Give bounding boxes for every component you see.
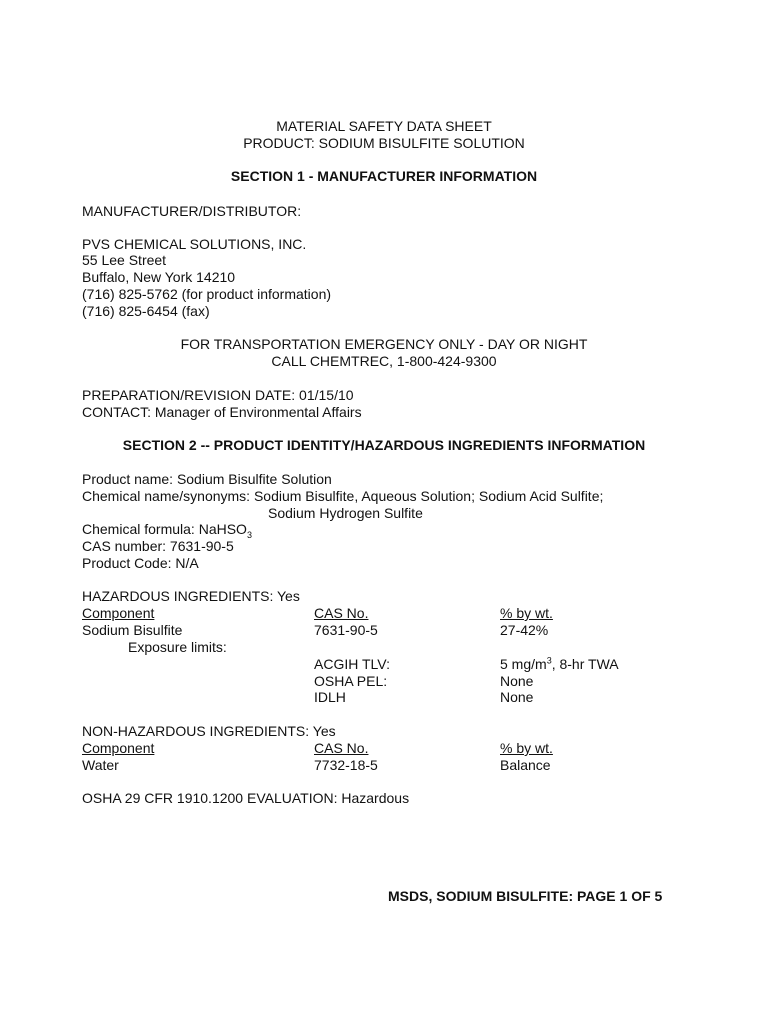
section-2-heading: SECTION 2 -- PRODUCT IDENTITY/HAZARDOUS INGREDIENTS INFORMATION	[122, 437, 646, 453]
non-hazardous-col-component: Component	[82, 740, 155, 756]
non-hazardous-component: Water	[82, 757, 119, 773]
limit-value: None	[500, 673, 534, 689]
contact: CONTACT: Manager of Environmental Affairs	[82, 404, 362, 420]
chemical-formula	[82, 521, 252, 538]
limit-name: ACGIH TLV:	[314, 656, 390, 672]
product-title: PRODUCT: SODIUM BISULFITE SOLUTION	[243, 135, 525, 151]
non-hazardous-col-pct: % by wt.	[500, 740, 553, 756]
document-title: MATERIAL SAFETY DATA SHEET	[276, 118, 492, 134]
limit-value-suffix: , 8-hr TWA	[551, 656, 619, 672]
non-hazardous-cas: 7732-18-5	[314, 757, 378, 773]
chemical-formula-value: NaHSO	[198, 521, 247, 537]
company-city: Buffalo, New York 14210	[82, 269, 236, 285]
exposure-limits-label: Exposure limits:	[128, 639, 227, 655]
hazardous-pct: 27-42%	[500, 622, 549, 638]
preparation-date: PREPARATION/REVISION DATE: 01/15/10	[82, 387, 354, 403]
cas-number: CAS number: 7631-90-5	[82, 538, 234, 554]
chemical-formula-subscript: 3	[246, 529, 252, 540]
chemical-name-continued: Sodium Hydrogen Sulfite	[268, 505, 423, 521]
company-fax: (716) 825-6454 (fax)	[82, 303, 210, 319]
limit-value: None	[500, 689, 534, 705]
company-phone: (716) 825-5762 (for product information)	[82, 286, 332, 302]
limit-value	[500, 656, 619, 673]
product-code: Product Code: N/A	[82, 555, 199, 571]
company-street: 55 Lee Street	[82, 252, 167, 268]
hazardous-cas: 7631-90-5	[314, 622, 378, 638]
limit-value-text: 5 mg/m	[500, 656, 547, 672]
product-name: Product name: Sodium Bisulfite Solution	[82, 471, 332, 487]
hazardous-col-cas: CAS No.	[314, 605, 369, 621]
emergency-line-2: CALL CHEMTREC, 1-800-424-9300	[271, 353, 497, 369]
non-hazardous-ingredients-heading: NON-HAZARDOUS INGREDIENTS: Yes	[82, 723, 336, 739]
manufacturer-label: MANUFACTURER/DISTRIBUTOR:	[82, 203, 302, 219]
limit-name: IDLH	[314, 689, 346, 705]
hazardous-col-pct: % by wt.	[500, 605, 553, 621]
company-name: PVS CHEMICAL SOLUTIONS, INC.	[82, 236, 307, 252]
emergency-line-1: FOR TRANSPORTATION EMERGENCY ONLY - DAY OR NIGHT	[180, 336, 588, 352]
non-hazardous-pct: Balance	[500, 757, 551, 773]
section-1-heading: SECTION 1 - MANUFACTURER INFORMATION	[230, 168, 538, 184]
page-footer: MSDS, SODIUM BISULFITE: PAGE 1 OF 5	[388, 888, 663, 904]
hazardous-ingredients-heading: HAZARDOUS INGREDIENTS: Yes	[82, 588, 300, 604]
hazardous-component: Sodium Bisulfite	[82, 622, 183, 638]
chemical-formula-label: Chemical formula:	[82, 521, 199, 537]
limit-name: OSHA PEL:	[314, 673, 388, 689]
chemical-name: Chemical name/synonyms: Sodium Bisulfite, Aqueous Solution; Sodium Acid Sulfite;	[82, 488, 604, 504]
limit-value-superscript: 3	[546, 655, 552, 666]
non-hazardous-col-cas: CAS No.	[314, 740, 369, 756]
hazardous-col-component: Component	[82, 605, 155, 621]
osha-evaluation: OSHA 29 CFR 1910.1200 EVALUATION: Hazardous	[82, 790, 410, 806]
